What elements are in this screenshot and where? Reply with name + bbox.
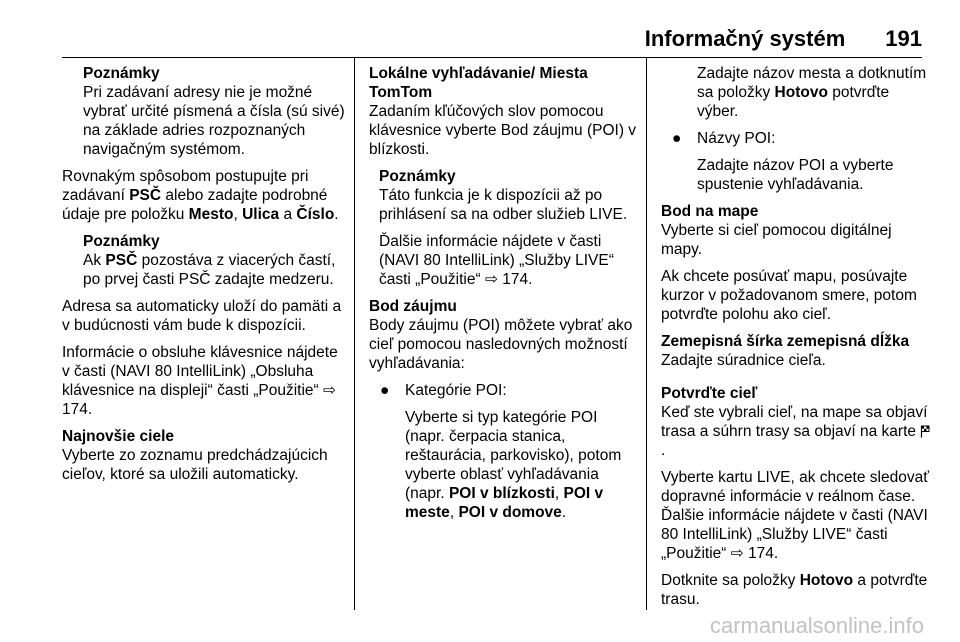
paragraph: Ak chcete posúvať mapu, posúvajte kurzor v požadovanom smere, potom potvrďte polohu ako cieľ. [661, 268, 917, 323]
column-3 [661, 64, 933, 617]
paragraph: Dotknite sa položky Hotovo a potvrďte trasu. [661, 572, 928, 608]
paragraph: Informácie o obsluhe klávesnice nájdete v časti (NAVI 80 IntelliLink) „Obsluha klávesnice na displeji“ časti „Použitie“ ⇨ 174. [62, 344, 338, 418]
paragraph: Adresa sa automaticky uloží do pamäti a v budúcnosti vám bude k dispozícii. [62, 298, 342, 334]
note-title: Poznámky [379, 168, 456, 185]
column-divider-1 [354, 57, 355, 610]
section-title: Potvrďte cieľ [661, 385, 758, 402]
bullet-icon: ● [672, 130, 682, 147]
column-2 [369, 64, 637, 530]
note-text: Ďalšie informácie nájdete v časti (NAVI 80 IntelliLink) „Služby LIVE“ časti „Použitie“ ⇨ 174. [379, 233, 614, 288]
bullet-text: Vyberte si typ kategórie POI (napr. čerpacia stanica, reštaurácia, parkovisko), potom vyberte oblasť vyhľadávania (napr. POI v blízkosti, POI v meste, POI v domove. [405, 409, 622, 521]
page-number: 191 [885, 26, 922, 51]
note-text: Ak PSČ pozostáva z viacerých častí, po prvej časti PSČ zadajte medzeru. [83, 252, 336, 288]
paragraph: Vyberte zo zoznamu predchádzajúcich cieľov, ktoré sa uložili automaticky. [62, 447, 328, 483]
watermark: carmanualsonline.info [709, 613, 924, 638]
column-divider-2 [646, 57, 647, 610]
section-title: Lokálne vyhľadávanie/ Miesta TomTom [369, 65, 588, 101]
paragraph: Vyberte kartu LIVE, ak chcete sledovať dopravné informácie v reálnom čase. Ďalšie informácie nájdete v časti (NAVI 80 IntelliLink) „Služby LIVE“ časti „Použitie“ ⇨ 174. [661, 469, 930, 562]
paragraph: Vyberte si cieľ pomocou digitálnej mapy. [661, 222, 892, 258]
section-title: Zemepisná šírka zemepisná dĺžka [661, 333, 910, 350]
bullet-text: Zadajte názov POI a vyberte spustenie vyhľadávania. [697, 157, 894, 193]
paragraph: Zadajte súradnice cieľa. [661, 352, 826, 369]
paragraph: Rovnakým spôsobom postupujte pri zadávaní PSČ alebo zadajte podrobné údaje pre položku Mesto, Ulica a Číslo. [62, 168, 339, 223]
note-title: Poznámky [83, 65, 160, 82]
paragraph: Keď ste vybrali cieľ, na mape sa objaví trasa a súhrn trasy sa objaví na karte . [661, 403, 933, 460]
bullet-icon: ● [380, 382, 390, 399]
column-1 [62, 64, 346, 492]
flag-icon [920, 425, 930, 438]
bullet-item: ● Názvy POI: [672, 130, 776, 147]
section-title: Bod na mape [661, 203, 759, 220]
note-block [62, 64, 346, 159]
note-block [62, 232, 346, 289]
note-title: Poznámky [83, 233, 160, 250]
section-title: Najnovšie ciele [62, 428, 175, 445]
paragraph: Body záujmu (POI) môžete vybrať ako cieľ pomocou nasledovných možností vyhľadávania: [369, 317, 633, 372]
paragraph: Zadaním kľúčových slov pomocou klávesnice vyberte Bod záujmu (POI) v blízkosti. [369, 103, 637, 158]
bullet-text: Zadajte názov mesta a dotknutím sa položky Hotovo potvrďte výber. [697, 65, 927, 120]
note-text: Pri zadávaní adresy nie je možné vybrať určité písmená a čísla (sú sivé) na základe adries rozpoznaných navigačným systémom. [83, 84, 345, 158]
bullet-item: ● Kategórie POI: [380, 382, 507, 399]
header-rule [62, 57, 922, 58]
note-block [369, 167, 637, 289]
page-header [645, 26, 922, 52]
section-title: Bod záujmu [369, 298, 457, 315]
note-text: Táto funkcia je k dispozícii až po prihlásení sa na odber služieb LIVE. [379, 187, 628, 223]
header-title: Informačný systém [644, 26, 846, 51]
